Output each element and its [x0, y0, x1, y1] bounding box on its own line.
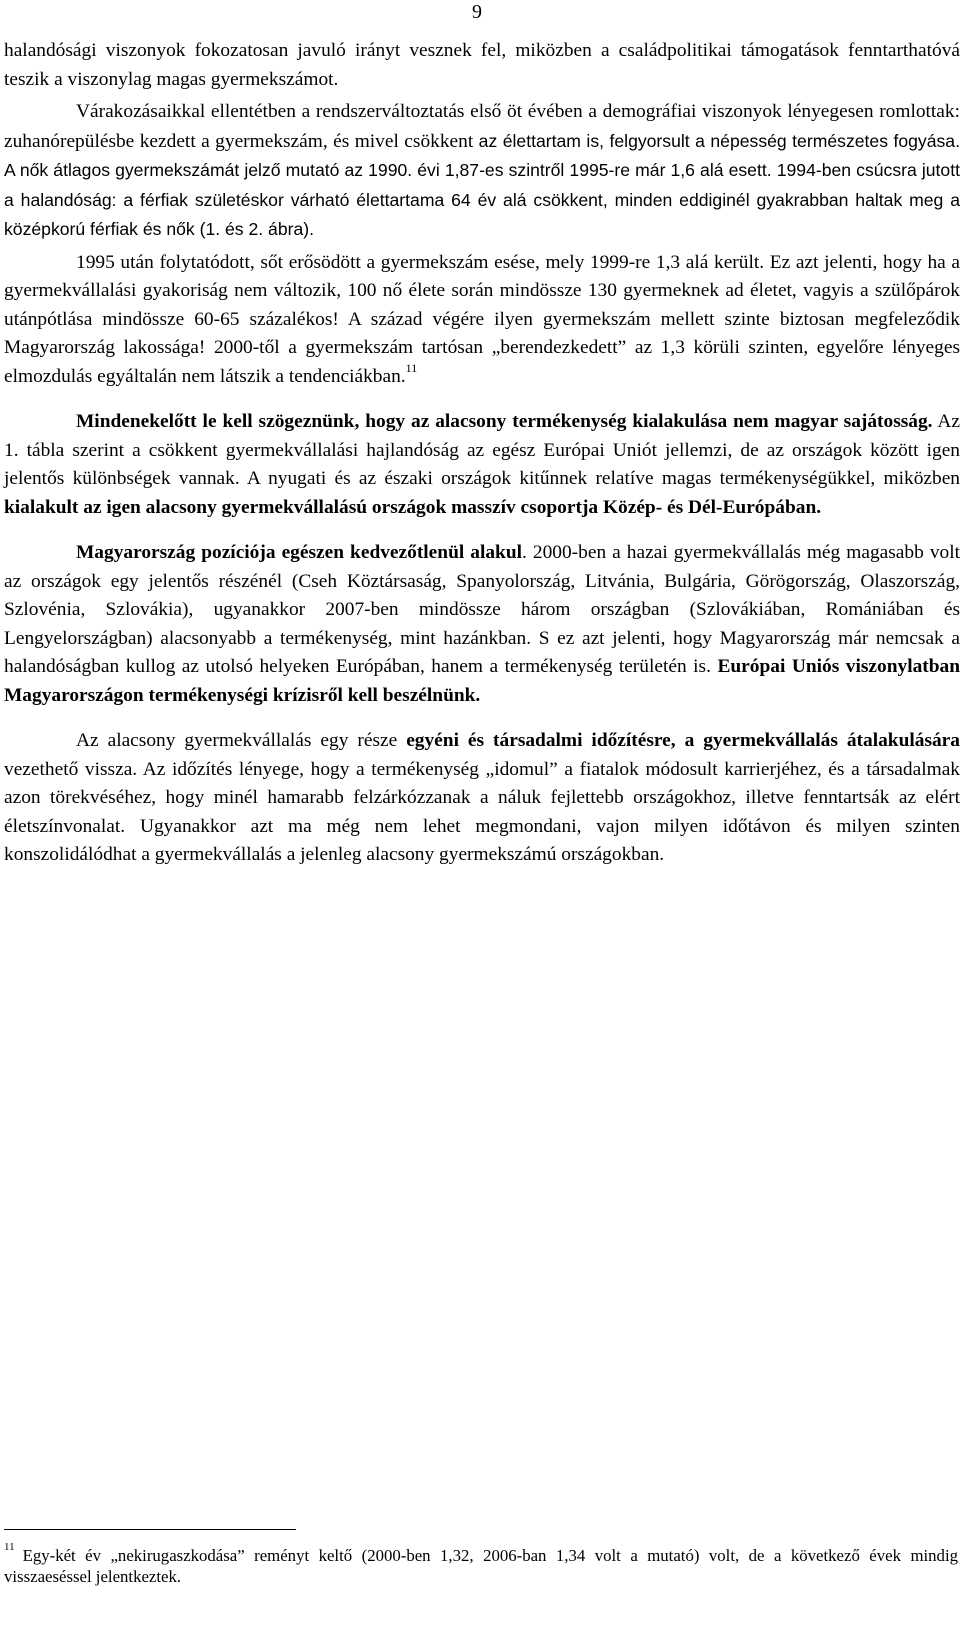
paragraph-6-text-b: vezethető vissza. Az időzítés lényege, hogy a termékenység „idomul” a fiatalok módosult karrierjéhez, és a társadalmak azon törekvéséhez, hogy minél hamarabb felzárkózzanak a náluk fejlettebb országokhoz, illetve fenntartsák az elért életszínvonalat. Ugyanakkor azt ma még nem lehet megmondani, vajon milyen időtávon és milyen szinten konszolidálódhat a gyermekvállalás a jelenleg alacsony gyermekszámú országokban.	[4, 758, 960, 865]
footnote-text: Egy-két év „nekirugaszkodása” reményt keltő (2000-ben 1,32, 2006-ban 1,34 volt a mutató) volt, de a következő évek mindig visszaeséssel jelentkeztek.	[4, 1546, 958, 1586]
paragraph-4-bold-b: kialakult az igen alacsony gyermekvállalású országok masszív csoportja Közép- és Dél-Európában.	[4, 496, 822, 518]
footnote	[4, 1541, 958, 1587]
paragraph-2	[4, 98, 960, 245]
paragraph-6-text-a: Az alacsony gyermekvállalás egy része	[76, 730, 407, 751]
paragraph-5-bold-a: Magyarország pozíciója egészen kedvezőtlenül alakul	[76, 542, 523, 563]
paragraph-2-text-sans: az élettartam is, felgyorsult a népesség természetes fogyása. A nők átlagos gyermekszámát jelző mutató az 1990. évi 1,87-es szintről 1995-re már 1,6 alá esett. 1994-ben csúcsra jutott a halandóság: a férfiak születéskor várható élettartama 64 év alá csökkent, minden eddiginél gyakrabban haltak meg a középkorú férfiak és nők (1. és 2. ábra).	[4, 130, 960, 239]
paragraph-5-text: . 2000-ben a hazai gyermekvállalás még magasabb volt az országok egy jelentős részénél (Cseh Köztársaság, Spanyolország, Litvánia, Bulgária, Görögország, Olaszország, Szlovénia, Szlovákia), ugyanakkor 2007-ben mindössze három országban (Szlovákiában, Romániában és Lengyelországban) alacsonyabb a termékenység, mint hazánkban. S ez azt jelenti, hogy Magyarország már nemcsak a halandóságban kullog az utolsó helyeken Európában, hanem a termékenység területén is.	[4, 542, 960, 677]
paragraph-6	[4, 727, 960, 870]
footnote-number: 11	[4, 1541, 15, 1554]
paragraph-5	[4, 539, 960, 710]
paragraph-2-text-serif: Várakozásaikkal ellentétben a rendszerváltoztatás első öt évében a demográfiai viszonyok lényegesen romlottak: zuhanórepülésbe kezdett a gyermekszám, és mivel csökkent	[4, 101, 960, 152]
body-text	[4, 37, 960, 870]
paragraph-5-bold-b: Európai Uniós viszonylatban Magyarországon termékenységi krízisről kell beszélnünk.	[4, 656, 960, 706]
paragraph-3	[4, 249, 960, 392]
footnote-reference[interactable]: 11	[405, 361, 418, 376]
paragraph-4-bold-a: Mindenekelőtt le kell szögeznünk, hogy az alacsony termékenység kialakulása nem magyar sajátosság.	[76, 411, 933, 432]
paragraph-3-text: 1995 után folytatódott, sőt erősödött a gyermekszám esése, mely 1999-re 1,3 alá került. Ez azt jelenti, hogy ha a gyermekvállalási gyakoriság nem változik, 100 nő élete során mindössze 130 gyermeknek ad életet, vagyis a szülőpárok utánpótlása mindössze 60-65 százalékos! A század végére ilyen gyermekszám mellett szinte biztosan megfeleződik Magyarország lakossága! 2000-től a gyermekszám tartósan „berendezkedett” az 1,3 körüli szinten, egyelőre lényeges elmozdulás egyáltalán nem látszik a tendenciákban.	[4, 251, 960, 387]
paragraph-1: halandósági viszonyok fokozatosan javuló irányt vesznek fel, miközben a családpolitikai támogatások fenntarthatóvá teszik a viszonylag magas gyermekszámot.	[4, 40, 960, 90]
paragraph-6-bold: egyéni és társadalmi időzítésre, a gyermekvállalás átalakulására	[406, 730, 960, 751]
page-number: 9	[472, 1, 482, 23]
paragraph-4-text: Az 1. tábla szerint a csökkent gyermekvállalási hajlandóság az egész Európai Uniót jellemzi, de az országok között igen jelentős különbségek vannak. A nyugati és az északi országok kitűnnek relatíve magas termékenységükkel, miközben	[4, 411, 960, 489]
paragraph-4	[4, 408, 960, 522]
footnote-separator	[4, 1529, 296, 1530]
